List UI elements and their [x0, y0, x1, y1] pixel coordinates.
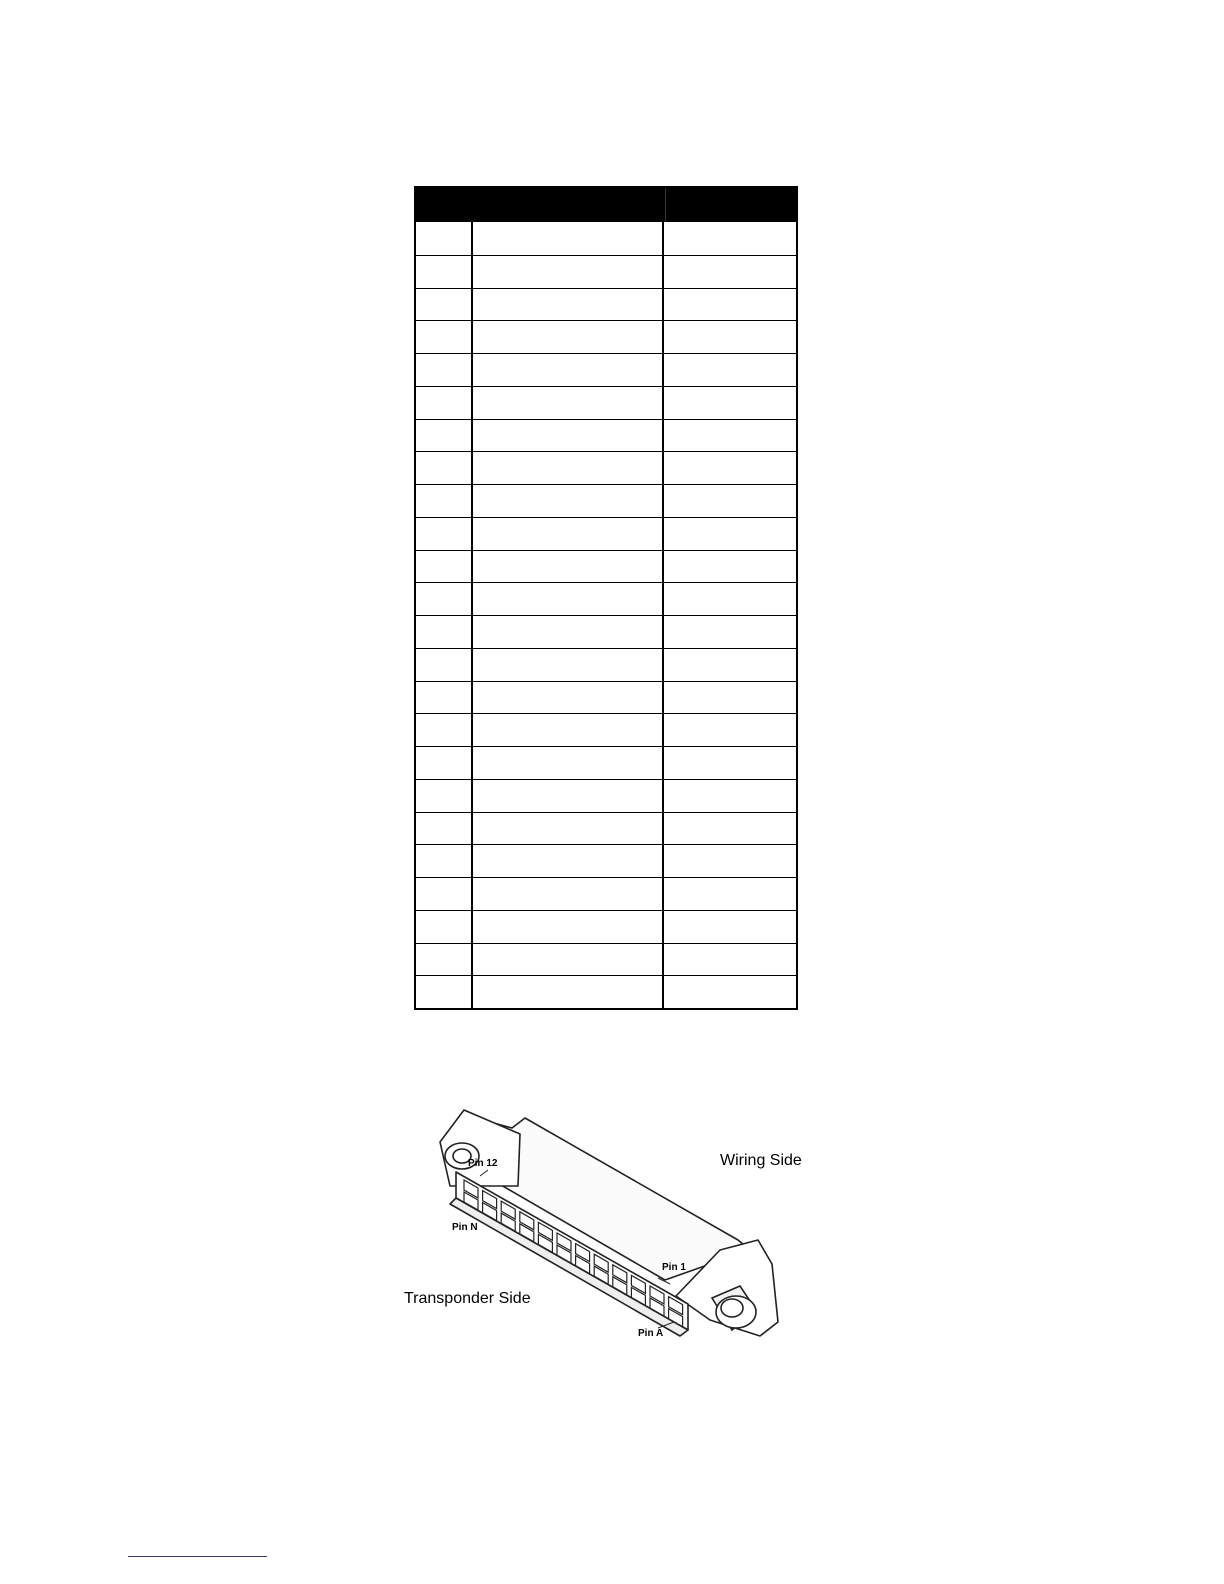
pin-cell: [416, 518, 473, 550]
table-row: [416, 386, 796, 419]
function-cell: [473, 911, 664, 943]
pin-cell: [416, 911, 473, 943]
direction-cell: [664, 616, 796, 648]
function-cell: [473, 222, 664, 255]
pin-cell: [416, 485, 473, 517]
direction-cell: [664, 845, 796, 877]
footnote-separator: [128, 1556, 267, 1557]
pin-cell: [416, 256, 473, 288]
pin-cell: [416, 551, 473, 583]
pin-cell: [416, 289, 473, 321]
transponder-side-label: Transponder Side: [404, 1290, 531, 1307]
function-cell: [473, 813, 664, 845]
wiring-side-label: Wiring Side: [720, 1152, 802, 1169]
table-row: [416, 713, 796, 746]
function-cell: [473, 845, 664, 877]
table-row: [416, 648, 796, 681]
pin-cell: [416, 813, 473, 845]
table-row: [416, 746, 796, 779]
table-row: [416, 910, 796, 943]
table-row: [416, 615, 796, 648]
table-row: [416, 550, 796, 583]
direction-cell: [664, 452, 796, 484]
pin-cell: [416, 354, 473, 386]
direction-cell: [664, 222, 796, 255]
direction-cell: [664, 583, 796, 615]
table-row: [416, 844, 796, 877]
pin-cell: [416, 714, 473, 746]
pin-cell: [416, 222, 473, 255]
pin-assignment-table: [414, 186, 798, 1010]
function-cell: [473, 649, 664, 681]
pin-cell: [416, 387, 473, 419]
pin-cell: [416, 878, 473, 910]
direction-cell: [664, 420, 796, 452]
table-row: [416, 975, 796, 1008]
table-header: [416, 188, 796, 222]
pin-1-label: Pin 1: [662, 1262, 686, 1273]
table-row: [416, 255, 796, 288]
pin-cell: [416, 649, 473, 681]
table-row: [416, 812, 796, 845]
function-cell: [473, 780, 664, 812]
direction-cell: [664, 354, 796, 386]
function-cell: [473, 256, 664, 288]
pin-12-label: Pin 12: [468, 1158, 498, 1169]
header-cell-direction: [666, 188, 796, 222]
function-cell: [473, 485, 664, 517]
direction-cell: [664, 485, 796, 517]
direction-cell: [664, 878, 796, 910]
function-cell: [473, 878, 664, 910]
table-body: [416, 222, 796, 1008]
direction-cell: [664, 321, 796, 353]
function-cell: [473, 714, 664, 746]
function-cell: [473, 354, 664, 386]
table-row: [416, 582, 796, 615]
function-cell: [473, 747, 664, 779]
direction-cell: [664, 387, 796, 419]
direction-cell: [664, 747, 796, 779]
function-cell: [473, 976, 664, 1008]
direction-cell: [664, 256, 796, 288]
pin-cell: [416, 747, 473, 779]
pin-cell: [416, 944, 473, 976]
table-row: [416, 222, 796, 255]
pin-cell: [416, 976, 473, 1008]
pin-cell: [416, 452, 473, 484]
table-row: [416, 451, 796, 484]
table-row: [416, 779, 796, 812]
header-cell-function: [416, 188, 666, 222]
connector-diagram: [380, 1090, 830, 1360]
direction-cell: [664, 976, 796, 1008]
direction-cell: [664, 518, 796, 550]
pin-cell: [416, 583, 473, 615]
direction-cell: [664, 682, 796, 714]
table-row: [416, 419, 796, 452]
function-cell: [473, 289, 664, 321]
direction-cell: [664, 551, 796, 583]
pin-cell: [416, 616, 473, 648]
direction-cell: [664, 911, 796, 943]
function-cell: [473, 583, 664, 615]
table-row: [416, 943, 796, 976]
function-cell: [473, 321, 664, 353]
pin-n-label: Pin N: [452, 1222, 478, 1233]
table-row: [416, 288, 796, 321]
table-row: [416, 517, 796, 550]
pin-cell: [416, 321, 473, 353]
direction-cell: [664, 289, 796, 321]
function-cell: [473, 387, 664, 419]
pin-cell: [416, 682, 473, 714]
pin-a-label: Pin A: [638, 1328, 664, 1339]
table-row: [416, 877, 796, 910]
direction-cell: [664, 649, 796, 681]
direction-cell: [664, 714, 796, 746]
connector-drawing: [380, 1090, 830, 1360]
function-cell: [473, 616, 664, 648]
direction-cell: [664, 944, 796, 976]
table-row: [416, 353, 796, 386]
function-cell: [473, 551, 664, 583]
function-cell: [473, 682, 664, 714]
pin-cell: [416, 845, 473, 877]
function-cell: [473, 944, 664, 976]
pin-cell: [416, 780, 473, 812]
function-cell: [473, 518, 664, 550]
pin-cell: [416, 420, 473, 452]
table-row: [416, 484, 796, 517]
direction-cell: [664, 813, 796, 845]
function-cell: [473, 452, 664, 484]
table-row: [416, 320, 796, 353]
direction-cell: [664, 780, 796, 812]
function-cell: [473, 420, 664, 452]
table-row: [416, 681, 796, 714]
